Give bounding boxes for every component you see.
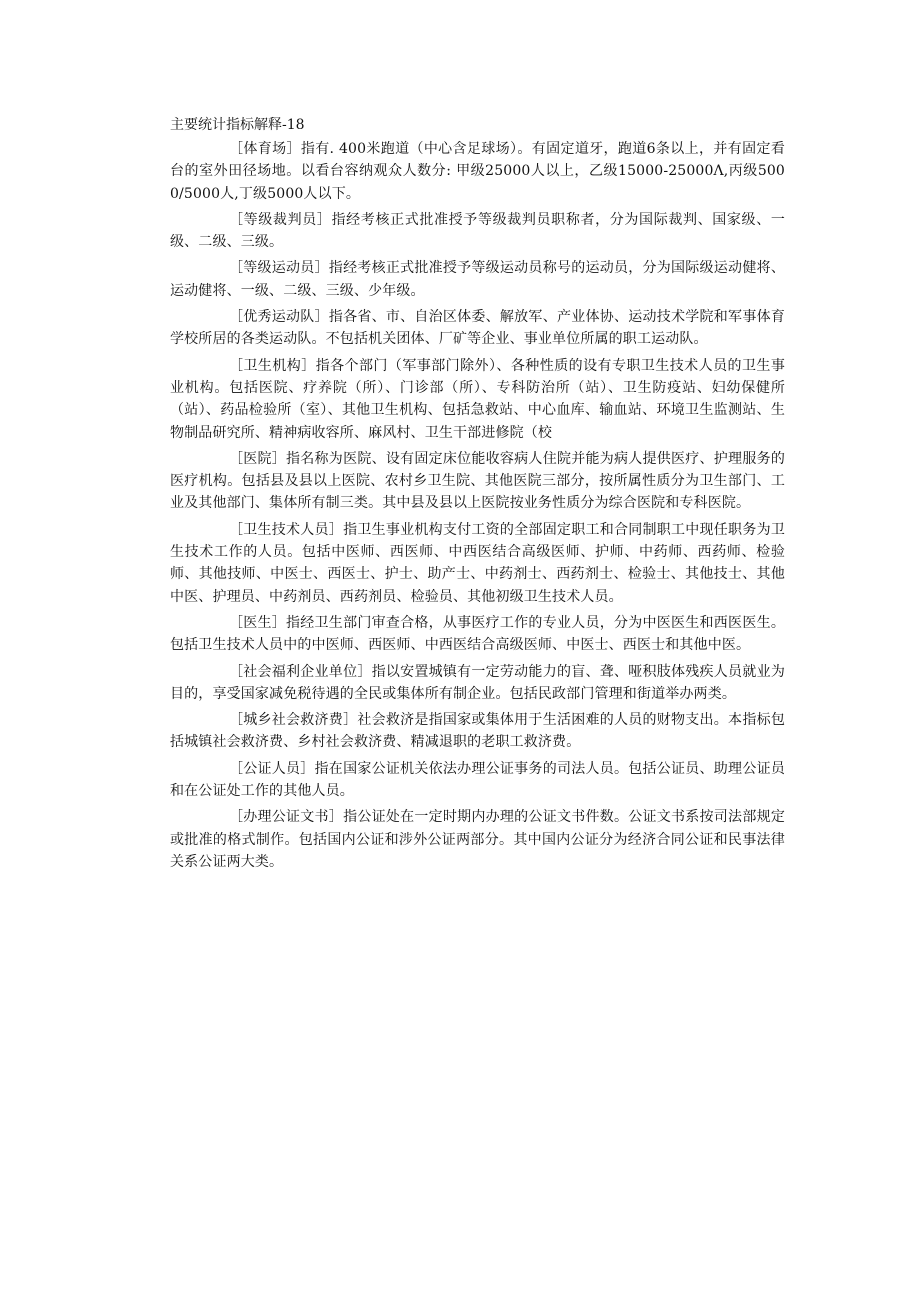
entry-notarial-documents: ［办理公证文书］指公证处在一定时期内办理的公证文书件数。公证文书系按司法部规定或批准的格式制作。包括国内公证和涉外公证两部分。其中国内公证分为经济合同公证和民事法律关系公证两大类。 [170,809,785,870]
entry-graded-referee: ［等级裁判员］指经考核正式批准授予等级裁判员职称者，分为国际裁判、国家级、一级、二级、三级。 [170,211,785,251]
entry-social-relief-fund: ［城乡社会救济费］社会救济是指国家或集体用于生活困难的人员的财物支出。本指标包括城镇社会救济费、乡村社会救济费、精减退职的老职工救济费。 [170,712,785,751]
entry-stadium: ［体育场］指有. 400米跑道（中心含足球场）。有固定道牙，跑道6条以上，并有固定看台的室外田径场地。以看台容纳观众人数分: 甲级25000人以上，乙级15000-25000Λ,丙级5000/5000人,丁级5000人以下。 [170,141,785,202]
entry-graded-athlete: ［等级运动员］指经考核正式批准授予等级运动员称号的运动员，分为国际级运动健将、运动健将、一级、二级、三级、少年级。 [170,260,785,299]
entry-notary-staff: ［公证人员］指在国家公证机关依法办理公证事务的司法人员。包括公证员、助理公证员和在公证处工作的其他人员。 [170,760,785,800]
entry-hospital: ［医院］指名称为医院、设有固定床位能收容病人住院并能为病人提供医疗、护理服务的医疗机构。包括县及县以上医院、农村乡卫生院、其他医院三部分，按所属性质分为卫生部门、工业及其他部门、集体所有制三类。其中县及县以上医院按业务性质分为综合医院和专科医院。 [170,450,785,512]
document-page [170,114,785,877]
entry-doctor: ［医生］指经卫生部门审查合格，从事医疗工作的专业人员，分为中医医生和西医医生。包括卫生技术人员中的中医师、西医师、中西医结合高级医师、中医士、西医士和其他中医。 [170,614,785,654]
entry-elite-sports-team: ［优秀运动队］指各省、市、自治区体委、解放军、产业体协、运动技术学院和军事体育学校所居的各类运动队。不包括机关团体、厂矿等企业、事业单位所属的职工运动队。 [170,309,785,348]
document-title: 主要统计指标解释-18 [170,117,305,133]
entry-health-institution: ［卫生机构］指各个部门（军事部门除外）、各种性质的设有专职卫生技术人员的卫生事业机构。包括医院、疗养院（所）、门诊部（所）、专科防治所（站）、卫生防疫站、妇幼保健所（站）、药品检验所（室）、其他卫生机构、包括急救站、中心血库、输血站、环境卫生监测站、生物制品研究所、精神病收容所、麻风村、卫生干部进修院（校 [170,357,785,441]
entry-social-welfare-enterprise: ［社会福利企业单位］指以安置城镇有一定劳动能力的盲、聋、哑积肢体残疾人员就业为目的，享受国家减免税待遇的全民或集体所有制企业。包括民政部门管理和街道举办两类。 [170,663,785,702]
entry-health-technician: ［卫生技术人员］指卫生事业机构支付工资的全部固定职工和合同制职工中现任职务为卫生技术工作的人员。包括中医师、西医师、中西医结合高级医师、护师、中药师、西药师、检验师、其他技师、中医士、西医士、护士、助产士、中药剂士、西药剂士、检验士、其他技士、其他中医、护理员、中药剂员、西药剂员、检验员、其他初级卫生技术人员。 [170,521,785,605]
